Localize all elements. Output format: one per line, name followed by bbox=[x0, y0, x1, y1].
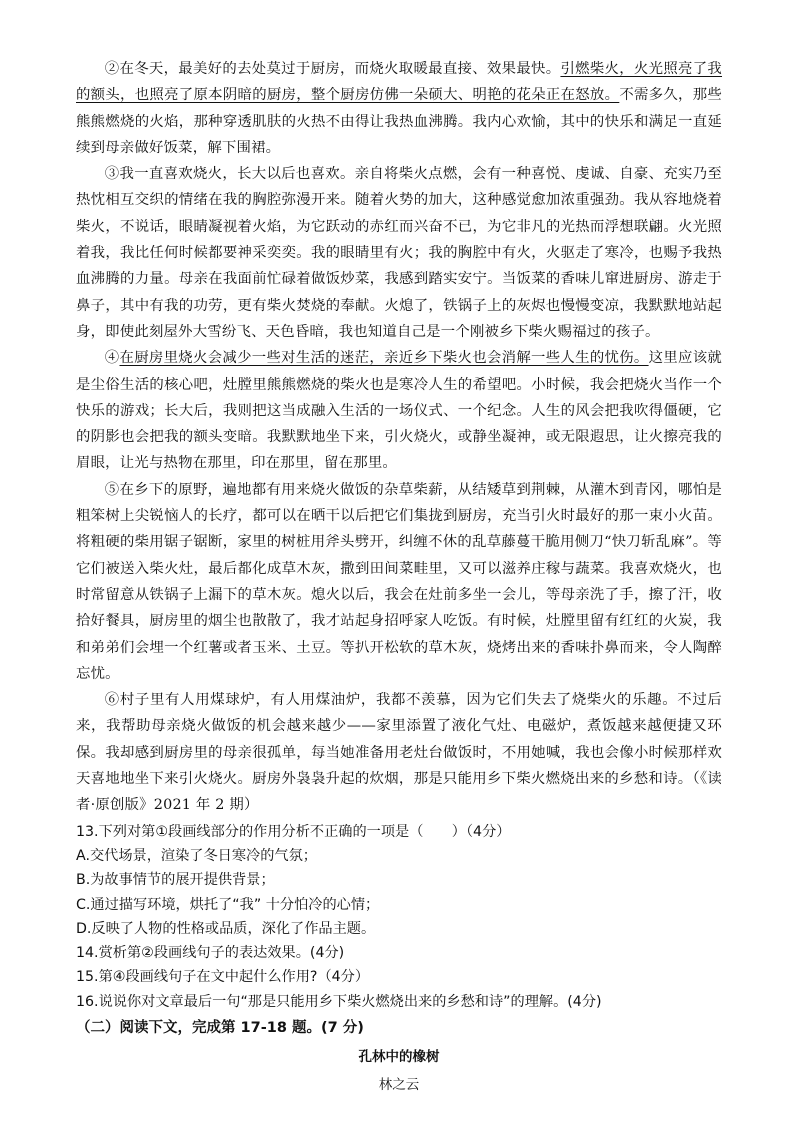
paragraph-text: ⑥村子里有人用煤球炉，有人用煤油炉，我都不羡慕，因为它们失去了烧柴火的乐趣。不过后来，我帮助母亲烧火做饭的机会越来越少——家里添置了液化气灶、电磁炉，煮饭越来越便捷又环保。我却感到厨房里的母亲很孤单，每当她准备用老灶台做饭时，不用她喊，我也会像小时候那样欢天喜地地坐下来引火烧火。厨房外袅袅升起的炊烟，那是只能用乡下柴火燃烧出来的乡愁和诗。（《读者·原创版》2021 年 2 期） bbox=[76, 692, 722, 814]
option-c: C.通过描写环境，烘托了“我” 十分怕冷的心情； bbox=[76, 896, 380, 913]
paragraph-4 bbox=[76, 345, 722, 476]
option-a: A.交代场景，渲染了冬日寒冷的气氛； bbox=[76, 847, 317, 864]
passage bbox=[76, 56, 722, 819]
article-title: 孔林中的橡树 bbox=[358, 1048, 440, 1065]
paragraph-text: ⑤在乡下的原野，遍地都有用来烧火做饭的杂草柴薪，从结矮草到荆棘，从灌木到青冈，哪怕是粗笨树上尖锐恼人的长疗，都可以在晒干以后把它们集拢到厨房，充当引火时最好的那一束小火苗。将粗硬的柴用锯子锯断，家里的树桩用斧头劈开，纠缠不休的乱草藤蔓干脆用侧刀“快刀斩乱麻”。等它们被送入柴火灶，最后都化成草木灰，撒到田间菜畦里，又可以滋养庄稼与蔬菜。我喜欢烧火，也时常留意从铁锅子上漏下的草木灰。熄火以后，我会在灶前多坐一会儿，等母亲洗了手，擦了汗，收拾好餐具，厨房里的烟尘也散散了，我才站起身招呼家人吃饭。有时候，灶膛里留有红红的火炭，我和弟弟们会埋一个红薯或者玉米、土豆。等扒开松软的草木灰，烧烤出来的香味扑鼻而来，令人陶醉忘忧。 bbox=[76, 481, 722, 682]
question-16: 16.说说你对文章最后一句“那是只能用乡下柴火燃烧出来的乡愁和诗”的理解。(4分) bbox=[76, 993, 602, 1010]
paragraph-2 bbox=[76, 56, 722, 161]
paragraph-6 bbox=[76, 687, 722, 818]
article-author: 林之云 bbox=[378, 1076, 420, 1093]
paragraph-text: ④ bbox=[104, 350, 120, 367]
paragraph-5 bbox=[76, 477, 722, 687]
question-14: 14.赏析第②段画线句子的表达效果。(4分) bbox=[76, 945, 345, 962]
question-15: 15.第④段画线句子在文中起什么作用?（4分） bbox=[76, 969, 370, 986]
page-content bbox=[76, 56, 722, 1097]
option-d: D.反映了人物的性格或品质，深化了作品主题。 bbox=[76, 920, 376, 937]
paragraph-text: 这里应该就是尘俗生活的核心吧，灶膛里熊熊燃烧的柴火也是寒冷人生的希望吧。小时候，我会把烧火当作一个快乐的游戏；长大后，我则把这当成融入生活的一场仪式、一个纪念。人生的风会把我吹得僵硬，它的阴影也会把我的额头变暗。我默默地坐下来，引火烧火，或静坐凝神，或无限遐思，让火擦亮我的眉眼，让光与热物在那里，印在那里，留在那里。 bbox=[76, 350, 722, 472]
paragraph-text: 不需多久，那些熊熊燃烧的火焰，那种穿透肌肤的火热不由得让我热血沸腾。我内心欢愉，其中的快乐和满足一直延续到母亲做好饭菜，解下围裙。 bbox=[76, 87, 723, 156]
section-heading: （二）阅读下文，完成第 17-18 题。(7 分) bbox=[76, 1019, 364, 1036]
paragraph-text: ②在冬天，最美好的去处莫过于厨房，而烧火取暖最直接、效果最快。 bbox=[104, 61, 561, 77]
questions bbox=[76, 820, 722, 1014]
option-b: B.为故事情节的展开提供背景； bbox=[76, 872, 275, 889]
underlined-sentence: 在厨房里烧火会减少一些对生活的迷茫，亲近乡下柴火也会消解一些人生的忧伤。 bbox=[119, 350, 649, 367]
paragraph-text: ③我一直喜欢烧火，长大以后也喜欢。亲自将柴火点燃，会有一种喜悦、虔诚、自豪、充实乃至热忱相互交织的情绪在我的胸腔弥漫开来。随着火势的加大，这种感觉愈加浓重强劲。我从容地烧着柴火，不说话，眼睛凝视着火焰，为它跃动的赤红而兴奋不已，为它非凡的光热而浮想联翩。火光照着我，我比任何时候都要神采奕奕。我的眼睛里有火；我的胸腔中有火，火驱走了寒冷，也赐予我热血沸腾的力量。母亲在我面前忙碌着做饭炒菜，我感到踏实安宁。当饭菜的香味儿窜进厨房、游走于鼻子，其中有我的功劳，更有柴火焚烧的奉献。火熄了，铁锅子上的灰烬也慢慢变凉，我默默地站起身，即使此刻屋外大雪纷飞、天色昏暗，我也知道自己是一个刚被乡下柴火赐福过的孩子。 bbox=[76, 166, 722, 340]
paragraph-3 bbox=[76, 161, 722, 345]
question-13: 13.下列对第①段画线部分的作用分析不正确的一项是（ ）（4分） bbox=[76, 823, 511, 840]
underlined-sentence: 引燃柴火，火光照亮了我的额头，也照亮了原本阴暗的厨房，整个厨房仿佛一朵硕大、明艳的花朵正在怒放。 bbox=[76, 61, 723, 104]
